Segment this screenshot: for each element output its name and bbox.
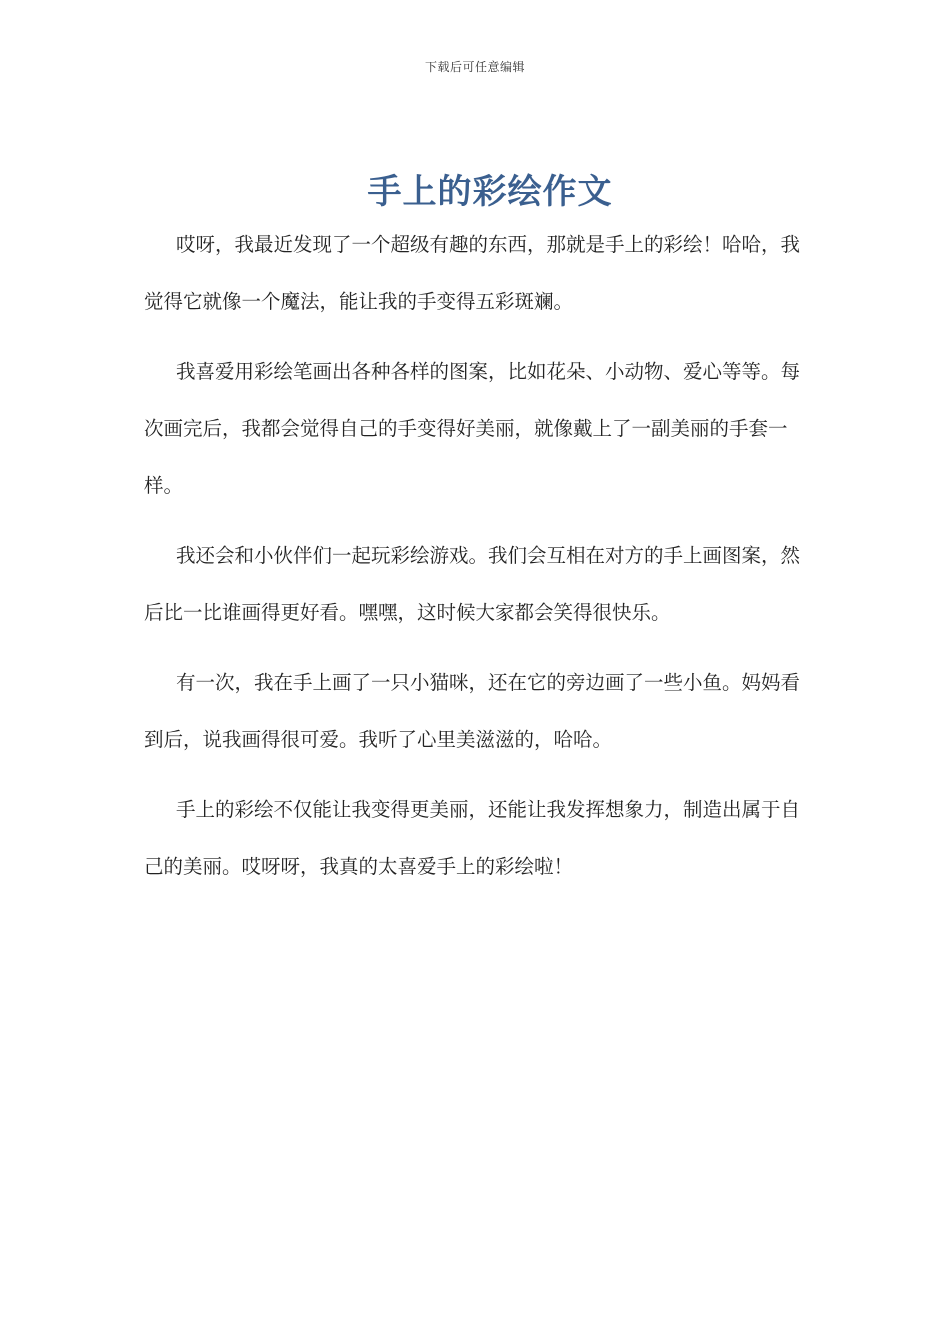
paragraph-3: 我还会和小伙伴们一起玩彩绘游戏。我们会互相在对方的手上画图案，然后比一比谁画得更好看。嘿嘿，这时候大家都会笑得很快乐。 (144, 544, 801, 624)
document-title: 手上的彩绘作文 (367, 172, 613, 212)
paragraph-4: 有一次，我在手上画了一只小猫咪，还在它的旁边画了一些小鱼。妈妈看到后，说我画得很可爱。我听了心里美滋滋的，哈哈。 (144, 671, 801, 751)
document-body (144, 216, 812, 908)
paragraph-2: 我喜爱用彩绘笔画出各种各样的图案，比如花朵、小动物、爱心等等。每次画完后，我都会觉得自己的手变得好美丽，就像戴上了一副美丽的手套一样。 (144, 360, 801, 497)
paragraph-1: 哎呀，我最近发现了一个超级有趣的东西，那就是手上的彩绘！哈哈，我觉得它就像一个魔法，能让我的手变得五彩斑斓。 (144, 233, 801, 313)
paragraph-5: 手上的彩绘不仅能让我变得更美丽，还能让我发挥想象力，制造出属于自己的美丽。哎呀呀，我真的太喜爱手上的彩绘啦！ (144, 798, 801, 878)
header-note: 下载后可任意编辑 (424, 60, 525, 74)
